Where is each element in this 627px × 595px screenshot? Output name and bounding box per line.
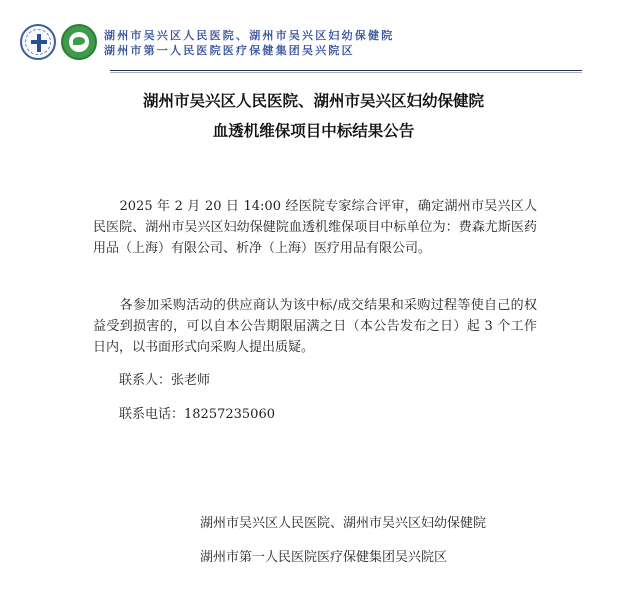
signature-line-2: 湖州市第一人民医院医疗保健集团吴兴院区 (200, 550, 448, 565)
letterhead (0, 0, 627, 75)
notice-title-line-2: 血透机维保项目中标结果公告 (212, 121, 415, 140)
contact-person: 联系人：张老师 (93, 373, 211, 388)
header-divider (110, 70, 582, 71)
contact-phone: 联系电话：18257235060 (93, 407, 275, 422)
signature-line-1: 湖州市吴兴区人民医院、湖州市吴兴区妇幼保健院 (200, 516, 487, 531)
letterhead-names (104, 28, 394, 58)
maternal-child-logo-icon (61, 24, 97, 60)
hospital-logo-icon (20, 24, 56, 60)
award-paragraph: 2025 年 2 月 20 日 14:00 经医院专家综合评审，确定湖州市吴兴区人民医院、湖州市吴兴区妇幼保健院血透机维保项目中标单位为：费森尤斯医药用品（上海）有限公司、析净（上海）医疗用品有限公司。 (93, 199, 537, 256)
objection-paragraph: 各参加采购活动的供应商认为该中标/成交结果和采购过程等使自己的权益受到损害的，可以自本公告期限届满之日（本公告发布之日）起 3 个工作日内，以书面形式向采购人提出质疑。 (93, 298, 537, 355)
notice-title-line-1: 湖州市吴兴区人民医院、湖州市吴兴区妇幼保健院 (142, 91, 484, 110)
header-divider-accent (110, 72, 582, 73)
letterhead-line-2: 湖州市第一人民医院医疗保健集团吴兴院区 (104, 44, 355, 57)
letterhead-line-1: 湖州市吴兴区人民医院、湖州市吴兴区妇幼保健院 (104, 29, 395, 42)
